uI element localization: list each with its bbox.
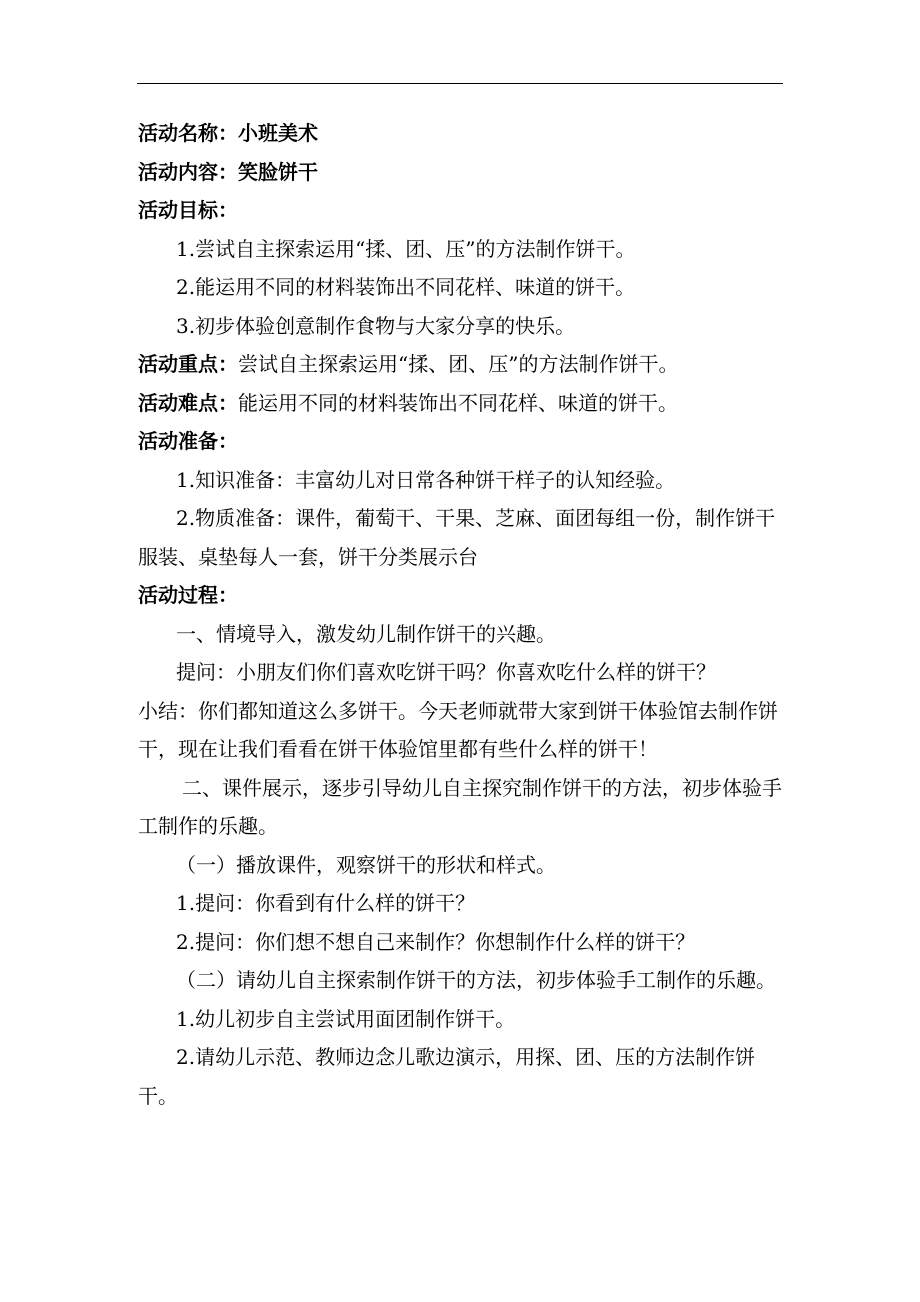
process-step-1-summary: 小结：你们都知道这么多饼干。今天老师就带大家到饼干体验馆去制作饼干，现在让我们看看在饼干体验馆里都有些什么样的饼干！ bbox=[138, 698, 778, 761]
activity-preparation-heading: 活动准备： bbox=[138, 429, 238, 453]
activity-content-label: 活动内容： bbox=[138, 159, 238, 184]
preparation-item-2: 2.物质准备：课件，葡萄干、干果、芝麻、面团每组一份，制作饼干服装、桌垫每人一套，饼干分类展示台 bbox=[138, 506, 776, 569]
activity-name-value: 小班美术 bbox=[238, 121, 318, 145]
process-step-2-sub-1-question-1: 1.提问：你看到有什么样的饼干？ bbox=[176, 891, 476, 915]
activity-difficult-point-value: 能运用不同的材料装饰出不同花样、味道的饼干。 bbox=[238, 390, 678, 415]
preparation-item-1: 1.知识准备：丰富幼儿对日常各种饼干样子的认知经验。 bbox=[176, 467, 676, 492]
goal-item-3: 3.初步体验创意制作食物与大家分享的快乐。 bbox=[176, 313, 576, 338]
process-step-1-question: 提问：小朋友们你们喜欢吃饼干吗？你喜欢吃什么样的饼干？ bbox=[176, 660, 716, 684]
process-step-2-sub-2-item-1: 1.幼儿初步自主尝试用面团制作饼干。 bbox=[176, 1006, 516, 1031]
activity-name-label: 活动名称： bbox=[138, 121, 238, 145]
header-rule bbox=[137, 83, 783, 84]
process-step-2-sub-1-question-2: 2.提问：你们想不想自己来制作？你想制作什么样的饼干？ bbox=[176, 929, 696, 954]
lesson-plan-body bbox=[138, 114, 783, 1115]
activity-difficult-point-line bbox=[138, 384, 783, 423]
activity-content-value: 笑脸饼干 bbox=[238, 159, 318, 184]
goal-item-2: 2.能运用不同的材料装饰出不同花样、味道的饼干。 bbox=[176, 275, 636, 299]
activity-goals-heading: 活动目标： bbox=[138, 198, 238, 222]
activity-key-point-label: 活动重点： bbox=[138, 352, 238, 376]
process-step-1: 一、情境导入，激发幼儿制作饼干的兴趣。 bbox=[176, 621, 556, 646]
goal-item-1: 1.尝试自主探索运用“揉、团、压”的方法制作饼干。 bbox=[176, 236, 636, 261]
process-step-2: 二、课件展示，逐步引导幼儿自主探究制作饼干的方法，初步体验手工制作的乐趣。 bbox=[138, 775, 782, 838]
process-step-2-sub-2: （二）请幼儿自主探索制作饼干的方法，初步体验手工制作的乐趣。 bbox=[176, 968, 776, 992]
activity-difficult-point-label: 活动难点： bbox=[138, 390, 238, 415]
activity-process-heading: 活动过程： bbox=[138, 583, 238, 607]
activity-key-point-line bbox=[138, 345, 783, 384]
activity-name-line bbox=[138, 114, 783, 153]
process-step-2-sub-1: （一）播放课件，观察饼干的形状和样式。 bbox=[176, 852, 556, 877]
activity-content-line bbox=[138, 153, 783, 192]
process-step-2-sub-2-item-2: 2.请幼儿示范、教师边念儿歌边演示，用探、团、压的方法制作饼干。 bbox=[138, 1045, 756, 1108]
activity-key-point-value: 尝试自主探索运用“揉、团、压”的方法制作饼干。 bbox=[238, 352, 679, 376]
